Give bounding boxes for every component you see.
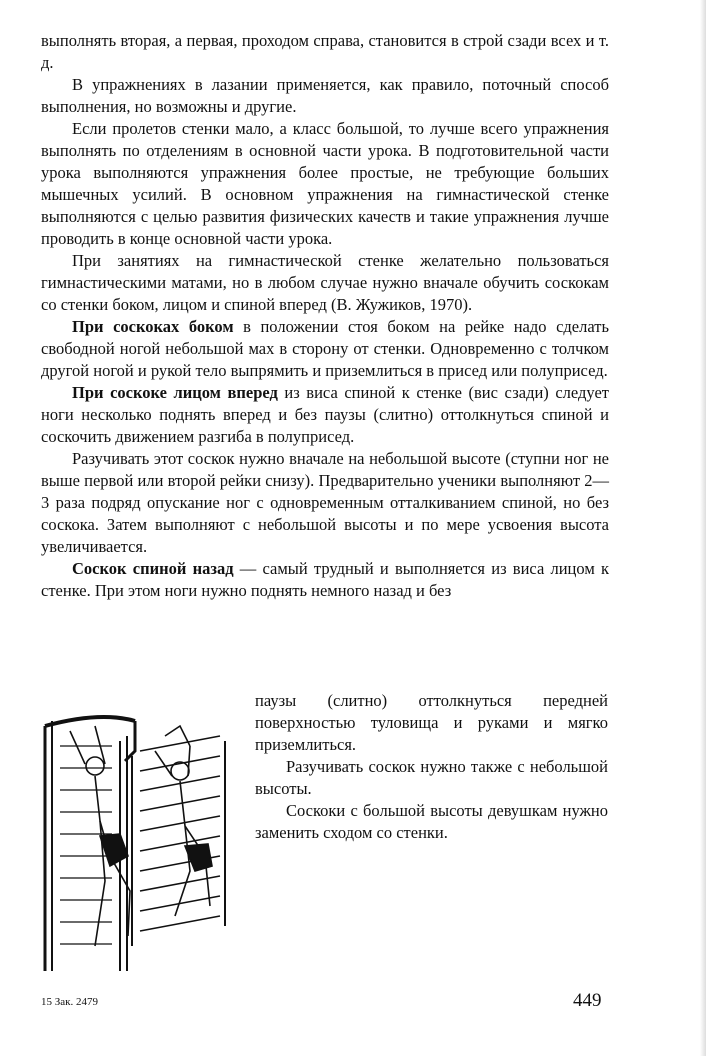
paragraph-text: в положении стоя боком на рейке надо сделать свободной ногой небольшой мах в сторону от стенки. Одновременно с толчком другой ногой и рукой тело выпрямить и приземлиться в присед или полуприсед. bbox=[41, 317, 609, 380]
printer-signature: 15 Зак. 2479 bbox=[41, 996, 98, 1008]
wall-bars-illustration bbox=[40, 706, 240, 976]
side-text bbox=[255, 690, 608, 844]
paragraph: паузы (слитно) оттолкнуться передней поверхностью туловища и руками и мягко приземлиться. bbox=[255, 691, 608, 754]
paragraph: При занятиях на гимнастической стенке желательно пользоваться гимнастическими матами, но в любом случае нужно вначале обучить соскокам со стенки боком, лицом и спиной вперед (В. Жужиков, 1970). bbox=[41, 251, 609, 314]
paragraph bbox=[41, 316, 609, 382]
paragraph-text: — самый трудный и выполняется из виса лицом к стенке. При этом ноги нужно поднять немного назад и без bbox=[41, 559, 609, 600]
paragraph bbox=[41, 382, 609, 448]
bold-term: При соскоках боком bbox=[72, 317, 234, 336]
bold-term: Соскок спиной назад bbox=[72, 559, 234, 578]
paragraph: В упражнениях в лазании применяется, как правило, поточный способ выполнения, но возможны и другие. bbox=[41, 75, 609, 116]
paragraph: Если пролетов стенки мало, а класс большой, то лучше всего упражнения выполнять по отделениям в основной части урока. В подготовительной части урока выполняются упражнения более простые, не требующие больших мышечных усилий. В основном упражнения на гимнастической стенке выполняются с целью развития физических качеств и такие упражнения лучше проводить в конце основной части урока. bbox=[41, 119, 609, 248]
page-number: 449 bbox=[573, 990, 602, 1011]
paragraph bbox=[41, 558, 609, 602]
paragraph-text: из виса спиной к стенке (вис сзади) следует ноги несколько поднять вперед и без паузы (слитно) оттолкнуться спиной и соскочить движением разгиба в полуприсед. bbox=[41, 383, 609, 446]
bold-term: При соскоке лицом вперед bbox=[72, 383, 278, 402]
paragraph: Разучивать соскок нужно также с небольшой высоты. bbox=[255, 757, 608, 798]
main-text bbox=[41, 30, 609, 602]
page-edge-shadow bbox=[700, 0, 706, 1056]
paragraph: Разучивать этот соскок нужно вначале на небольшой высоте (ступни ног не выше первой или второй рейки снизу). Предварительно ученики выполняют 2—3 раза подряд опускание ног с одновременным отталкиванием спиной, но без соскока. Затем выполняют с небольшой высоты и по мере усвоения высота увеличивается. bbox=[41, 449, 609, 556]
paragraph: Соскоки с большой высоты девушкам нужно заменить сходом со стенки. bbox=[255, 801, 608, 842]
paragraph: выполнять вторая, а первая, проходом справа, становится в строй сзади всех и т. д. bbox=[41, 31, 609, 72]
